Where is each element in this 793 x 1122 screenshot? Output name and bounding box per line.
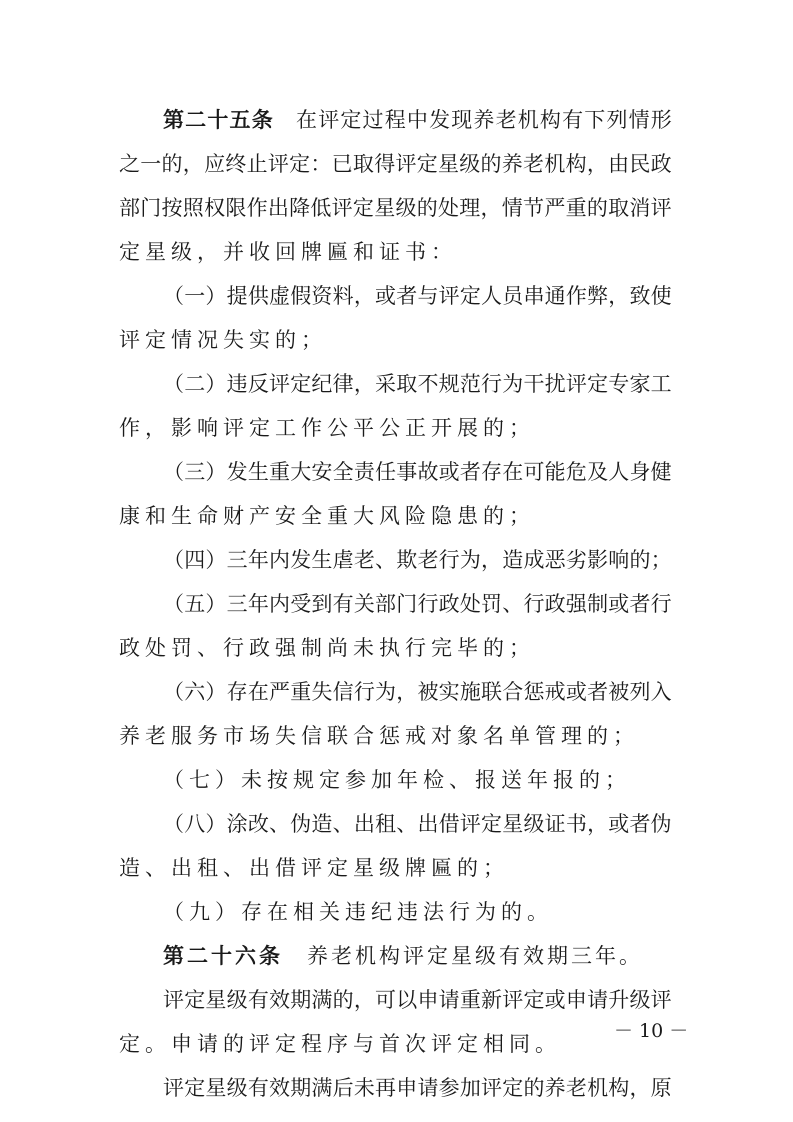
- text-line: 定。申请的评定程序与首次评定相同。: [119, 1032, 561, 1056]
- text-line: （ 二 ） 违 反 评 定 纪 律 ， 采 取 不 规 范 行 为 干 扰 评 定 专 家 工: [163, 372, 672, 396]
- text-line: 评 定 星 级 有 效 期 满 的 ， 可 以 申 请 重 新 评 定 或 申 请 升 级 评: [163, 988, 672, 1012]
- text-line: 评 定 星 级 有 效 期 满 后 未 再 申 请 参 加 评 定 的 养 老 机 构 ， 原: [163, 1076, 672, 1100]
- text-line: （ 三 ） 发 生 重 大 安 全 责 任 事 故 或 者 存 在 可 能 危 及 人 身 健: [163, 460, 672, 484]
- text-line: 定星级，并收回牌匾和证书：: [119, 240, 457, 264]
- text-line: （ 五 ） 三 年 内 受 到 有 关 部 门 行 政 处 罚 、 行 政 强 制 或 者 行: [163, 592, 672, 616]
- text-line: （九）存在相关违纪违法行为的。: [163, 900, 553, 924]
- text-line: 评定情况失实的；: [119, 328, 327, 352]
- text-line: 政处罚、行政强制尚未执行完毕的；: [119, 636, 535, 660]
- text-line: （ 八 ） 涂 改 、 伪 造 、 出 租 、 出 借 评 定 星 级 证 书 ， 或 者 伪: [163, 812, 672, 836]
- text-line: （ 六 ） 存 在 严 重 失 信 行 为 ， 被 实 施 联 合 惩 戒 或 者 被 列 入: [163, 680, 672, 704]
- text-line: 部 门 按 照 权 限 作 出 降 低 评 定 星 级 的 处 理 ， 情 节 严 重 的 取 消 评: [119, 196, 672, 220]
- text-line: （ 一 ） 提 供 虚 假 资 料 ， 或 者 与 评 定 人 员 串 通 作 弊 ， 致 使: [163, 284, 672, 308]
- text-line: 造、出租、出借评定星级牌匾的；: [119, 856, 509, 880]
- text-line: 作，影响评定工作公平公正开展的；: [119, 416, 535, 440]
- text-line: （七）未按规定参加年检、报送年报的；: [163, 768, 631, 792]
- page-number: － 10 －: [614, 1020, 689, 1042]
- text-line: （ 四 ） 三 年 内 发 生 虐 老 、 欺 老 行 为 ， 造 成 恶 劣 影 响 的 ；: [163, 548, 672, 572]
- text-line: 之 一 的 ， 应 终 止 评 定 ： 已 取 得 评 定 星 级 的 养 老 机 构 ， 由 民 政: [119, 152, 672, 176]
- text-line: 第二十六条 养老机构评定星级有效期三年。: [163, 943, 643, 968]
- text-line: 养老服务市场失信联合惩戒对象名单管理的；: [119, 724, 639, 748]
- text-line: 第 二 十 五 条 在 评 定 过 程 中 发 现 养 老 机 构 有 下 列 情 形: [163, 107, 672, 132]
- text-line: 康和生命财产安全重大风险隐患的；: [119, 504, 535, 528]
